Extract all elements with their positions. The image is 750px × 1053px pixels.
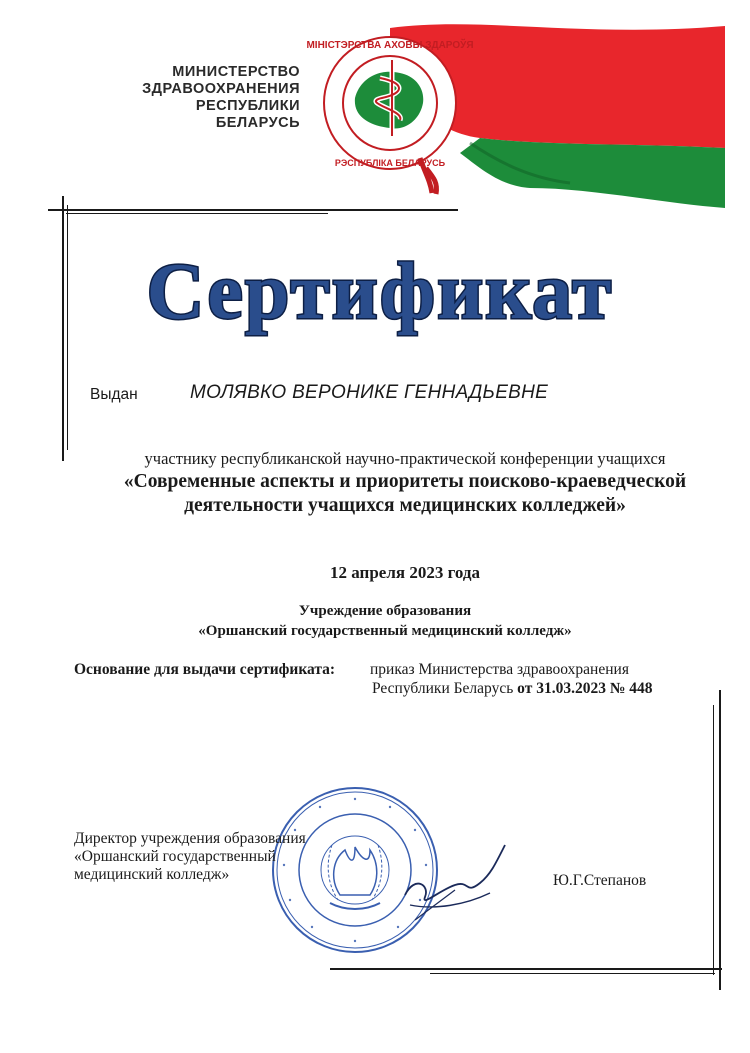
basis-text-line1: приказ Министерства здравоохранения	[370, 661, 629, 678]
conference-title-line1: «Современные аспекты и приоритеты поисково-краеведческой	[123, 471, 687, 492]
certificate-title	[90, 240, 670, 340]
emblem-text: МІНІСТЭРСТВА АХОВЫ ЗДАРОЎЯ	[306, 40, 474, 51]
conference-title	[60, 470, 750, 518]
issued-label: Выдан	[90, 386, 138, 403]
conference-title-line2: деятельности учащихся медицинских колледжей»	[184, 495, 626, 516]
frame-line-left-inner	[67, 205, 68, 450]
frame-line-left	[62, 196, 64, 461]
director-block	[74, 830, 306, 884]
director-line2: «Оршанский государственный	[74, 848, 276, 865]
frame-line-top	[48, 209, 458, 211]
ministry-line: РЕСПУБЛИКИ	[195, 98, 300, 114]
flag-green-band	[460, 138, 725, 208]
handwritten-signature	[395, 835, 515, 925]
basis-text-plain: Республики Беларусь	[372, 680, 518, 697]
ministry-emblem	[306, 28, 474, 198]
signer-name: Ю.Г.Степанов	[553, 872, 647, 889]
emblem-text-bottom: РЭСПУБЛІКА БЕЛАРУСЬ	[334, 158, 446, 168]
basis-text-line2	[372, 680, 653, 698]
basis-text-bold: от 31.03.2023 № 448	[517, 680, 653, 697]
director-line3: медицинский колледж»	[74, 866, 230, 883]
institution-line1: Учреждение образования	[298, 603, 472, 619]
frame-line-top-inner	[66, 213, 328, 214]
director-line1: Директор учреждения образования	[74, 830, 306, 847]
ministry-line: МИНИСТЕРСТВО	[172, 64, 300, 80]
frame-line-bottom	[330, 968, 722, 970]
frame-line-right	[719, 690, 721, 990]
event-date: 12 апреля 2023 года	[330, 563, 480, 582]
institution-line2: «Оршанский государственный медицинский колледж»	[198, 623, 572, 639]
recipient-name: МОЛЯВКО ВЕРОНИКЕ ГЕННАДЬЕВНЕ	[190, 382, 549, 403]
basis-label: Основание для выдачи сертификата:	[74, 661, 336, 678]
frame-line-right-inner	[713, 705, 714, 975]
participant-text: участнику республиканской научно-практической конференции учащихся	[144, 449, 666, 468]
frame-line-bottom-inner	[430, 973, 715, 974]
ministry-line: ЗДРАВООХРАНЕНИЯ	[142, 81, 300, 97]
certificate-title-text: Сертификат	[146, 248, 614, 336]
ministry-name	[120, 64, 300, 132]
ministry-line: БЕЛАРУСЬ	[215, 115, 300, 131]
